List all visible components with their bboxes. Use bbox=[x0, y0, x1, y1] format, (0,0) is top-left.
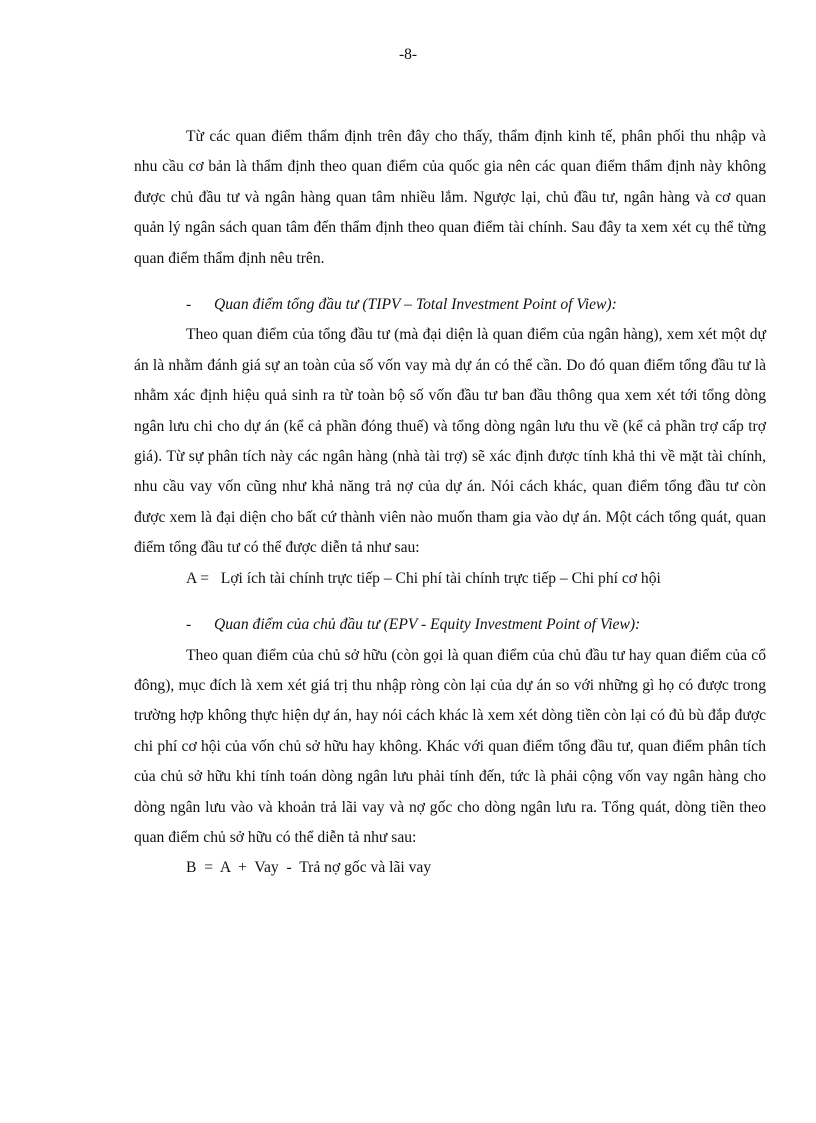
epv-heading bbox=[134, 610, 766, 640]
spacer bbox=[134, 274, 766, 290]
formula-a: A = Lợi ích tài chính trực tiếp – Chi phí tài chính trực tiếp – Chi phí cơ hội bbox=[186, 569, 661, 587]
epv-heading-text: Quan điểm của chủ đầu tư (EPV - Equity Investment Point of View): bbox=[214, 616, 641, 634]
spacer bbox=[134, 594, 766, 610]
epv-paragraph: Theo quan điểm của chủ sở hữu (còn gọi là quan điểm của chủ đầu tư hay quan điểm của cổ đông), mục đích là xem xét giá trị thu nhập ròng còn lại của dự án so với những gì họ có được trong trường hợp không thực hiện dự án, hay nói cách khác là xem xét dòng tiền còn lại có đủ bù đắp được chi phí cơ hội của vốn chủ sở hữu hay không. Khác với quan điểm tổng đầu tư, quan điểm phân tích của chủ sở hữu khi tính toán dòng ngân lưu phải tính đến, tức là phải cộng vốn vay ngân hàng cho dòng ngân lưu vào và khoản trả lãi vay và nợ gốc cho dòng ngân lưu ra. Tổng quát, dòng tiền theo quan điểm chủ sở hữu có thể diễn tả như sau: bbox=[134, 646, 766, 846]
formula-b: B = A + Vay - Trả nợ gốc và lãi vay bbox=[186, 859, 432, 877]
document-body bbox=[134, 122, 766, 884]
intro-paragraph: Từ các quan điểm thẩm định trên đây cho thấy, thẩm định kinh tế, phân phối thu nhập và nhu cầu cơ bản là thẩm định theo quan điểm của quốc gia nên các quan điểm thẩm định này không được chủ đầu tư và ngân hàng quan tâm nhiều lắm. Ngược lại, chủ đầu tư, ngân hàng và cơ quan quản lý ngân sách quan tâm đến thẩm định theo quan điểm tài chính. Sau đây ta xem xét cụ thể từng quan điểm thẩm định nêu trên. bbox=[134, 128, 766, 267]
tipv-heading bbox=[134, 290, 766, 320]
epv-dash: - bbox=[186, 616, 192, 634]
tipv-paragraph: Theo quan điểm của tổng đầu tư (mà đại diện là quan điểm của ngân hàng), xem xét một dự án là nhằm đánh giá sự an toàn của số vốn vay mà dự án có thể cần. Do đó quan điểm tổng đầu tư là nhằm xác định hiệu quả sinh ra từ toàn bộ số vốn đầu tư ban đầu thông qua xem xét tới tổng dòng ngân lưu chi cho dự án (kể cả phần đóng thuế) và tổng dòng ngân lưu thu về (kể cả phần trợ cấp trợ giá). Từ sự phân tích này các ngân hàng (nhà tài trợ) sẽ xác định được tính khả thi về mặt tài chính, nhu cầu vay vốn cũng như khả năng trả nợ của dự án. Nói cách khác, quan điểm tổng đầu tư còn được xem là đại diện cho bất cứ thành viên nào muốn tham gia vào dự án. Một cách tổng quát, quan điểm tổng đầu tư có thể được diễn tả như sau: bbox=[134, 326, 766, 557]
tipv-dash: - bbox=[186, 296, 192, 314]
tipv-heading-text: Quan điểm tổng đầu tư (TIPV – Total Investment Point of View): bbox=[214, 296, 617, 314]
page-number: -8- bbox=[398, 46, 418, 63]
